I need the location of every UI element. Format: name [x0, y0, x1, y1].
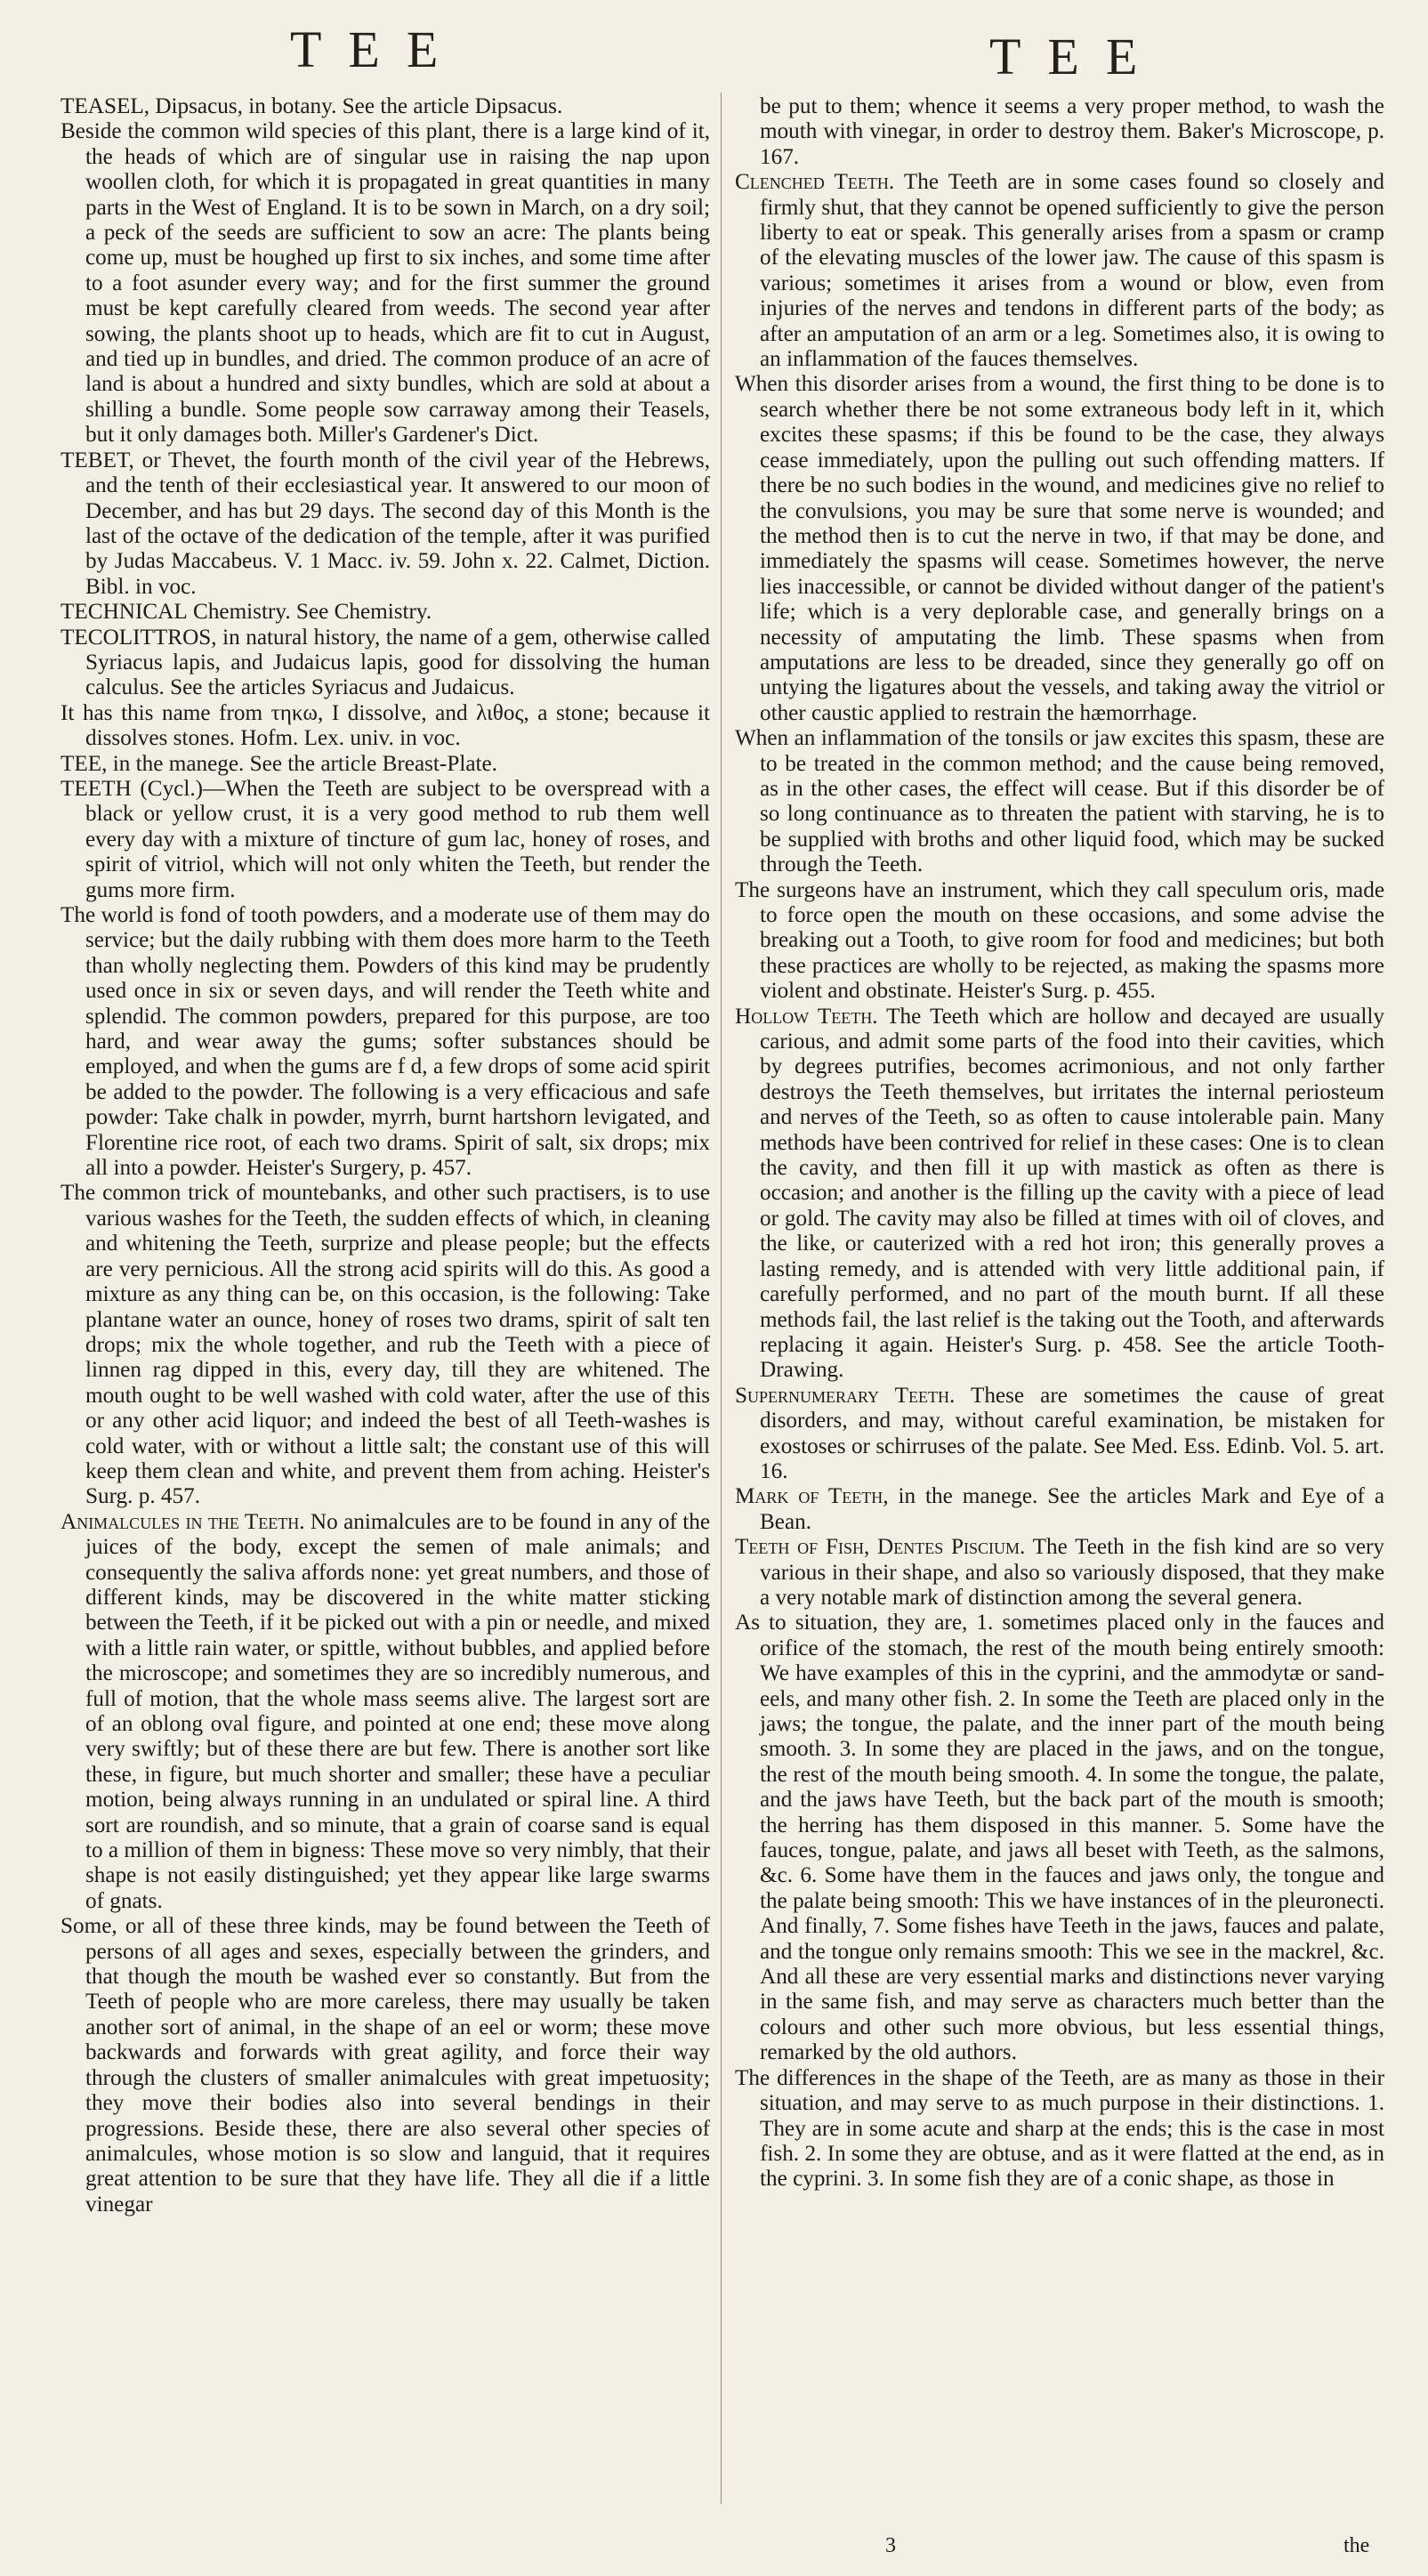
entry-headword: Teeth of Fish, Dentes Piscium.: [735, 1535, 1026, 1560]
dictionary-entry: [735, 1484, 1384, 1535]
entry-text: The Teeth in the fish kind are so very various in their shape, and also so variously disposed, that they make a very notable mark of distinction among the several genera.: [760, 1535, 1384, 1610]
entry-headword: Animalcules in the Teeth.: [61, 1509, 305, 1534]
paragraph: It has this name from τηκω, I dissolve, and λιθος, a stone; because it dissolves stones. Hofm. Lex. univ. in voc.: [61, 700, 710, 751]
dictionary-entry: [61, 448, 710, 600]
entry-text: Chemistry. See Chemistry.: [193, 600, 432, 625]
dictionary-entry: [61, 626, 710, 701]
entry-headword: TEE,: [61, 751, 108, 776]
entry-headword: TEBET,: [61, 448, 134, 472]
entry-text: or Thevet, the fourth month of the civil year of the Hebrews, and the tenth of their ecclesiastical year. It answered to our moon of December, and has but 29 days. The second day of this Month is the last of the octave of the dedication of the temple, after it was purified by Judas Maccabeus. V. 1 Macc. iv. 59. John x. 22. Calmet, Diction. Bibl. in voc.: [85, 448, 711, 599]
dictionary-entry: [61, 752, 710, 777]
left-column: [61, 94, 710, 2217]
right-column: [735, 94, 1384, 2192]
dictionary-entry: [61, 1510, 710, 1915]
entry-headword: TEASEL,: [61, 94, 150, 118]
column-rule: [721, 93, 722, 2504]
page-number: 3: [885, 2534, 896, 2557]
dictionary-entry: [61, 600, 710, 625]
entry-headword: TECOLITTROS,: [61, 625, 217, 650]
paragraph: As to situation, they are, 1. sometimes placed only in the fauces and orifice of the stomach, the rest of the mouth being entirely smooth: We have examples of this in the cyprini, and the ammodytæ or sand-eels, and many other fish. 2. In some the Teeth are placed only in the jaws; the tongue, the palate, and the inner part of the mouth being smooth. 3. In some they are placed in the jaws, and on the tongue, the rest of the mouth being smooth. 4. In some the tongue, the palate, and the jaws have Teeth, but the back part of the mouth is smooth; the herring has them disposed in this manner. 5. Some have the fauces, tongue, palate, and jaws all beset with Teeth, as the salmons, &c. 6. Some have them in the fauces and jaws only, the tongue and the palate being smooth: This we have instances of in the pleuronecti. And finally, 7. Some fishes have Teeth in the jaws, fauces and palate, and the tongue only remains smooth: This we see in the mackrel, &c. And all these are very essential marks and distinctions never varying in the same fish, and may serve as characters much better than the colours and other such more obvious, but less essential things, remarked by the old authors.: [735, 1611, 1384, 2065]
paragraph: Beside the common wild species of this plant, there is a large kind of it, the heads of which are of singular use in raising the nap upon woollen cloth, for which it is propagated in great quantities in many parts in the West of England. It is to be sown in March, on a dry soil; a peck of the seeds are sufficient to sow an acre: The plants being come up, must be houghed up first to six inches, and some time after to a foot asunder every way; and for the first summer the ground must be kept carefully cleared from weeds. The second year after sowing, the plants shoot up to heads, which are fit to cut in August, and tied up in bundles, and dried. The common produce of an acre of land is about a hundred and sixty bundles, which are sold at about a shilling a bundle. Some people sow carraway among their Teasels, but it only damages both. Miller's Gardener's Dict.: [61, 119, 710, 448]
entry-headword: Mark of Teeth,: [735, 1484, 889, 1509]
paragraph: Some, or all of these three kinds, may be found between the Teeth of persons of all ages and sexes, especially between the grinders, and that though the mouth be washed ever so constantly. But from the Teeth of people who are more careless, there may usually be taken another sort of animal, in the shape of an eel or worm; these move backwards and forwards with great agility, and force their way through the clusters of smaller animalcules with great impetuosity; they move their bodies also into several bendings in their progressions. Beside these, there are also several other species of animalcules, whose motion is so slow and languid, that it requires great attention to be sure that they have life. They all die if a little vinegar: [61, 1914, 710, 2217]
entry-text: in natural history, the name of a gem, otherwise called Syriacus lapis, and Judaicus lapis, good for dissolving the human calculus. See the articles Syriacus and Judaicus.: [85, 625, 711, 700]
dictionary-entry: [735, 1005, 1384, 1384]
paragraph: When this disorder arises from a wound, the first thing to be done is to search whether there be not some extraneous body left in it, which excites these spasms; if this be found to be the case, they always cease immediately, upon the pulling out such offending matters. If there be no such bodies in the wound, and medicines give no relief to the convulsions, you may be sure that some nerve is wounded; and the method then is to cut the nerve in two, if that may be done, and immediately the spasms will cease. Sometimes however, the nerve lies inaccessible, or cannot be divided without danger of the patient's life; which is a very deplorable case, and generally brings on a necessity of amputating the limb. These spasms when from amputations are less to be dreaded, since they generally go off on untying the ligatures about the vessels, and taking away the vitriol or other caustic applied to restrain the hæmorrhage.: [735, 372, 1384, 725]
dictionary-entry: [735, 170, 1384, 372]
entry-headword: TECHNICAL: [61, 600, 188, 625]
continued-paragraph: be put to them; whence it seems a very proper method, to wash the mouth with vinegar, in order to destroy them. Baker's Microscope, p. 167.: [760, 94, 1384, 169]
entry-headword: Clenched Teeth.: [735, 170, 895, 195]
paragraph: When an inflammation of the tonsils or jaw excites this spasm, these are to be treated in the common method; and the cause being removed, as in the other cases, the effect will cease. But if this disorder be of so long continuance as to threaten the patient with starving, he is to be supplied with broths and other liquid food, which may be sucked through the Teeth.: [735, 726, 1384, 877]
dictionary-entry: [61, 777, 710, 903]
entry-text: The Teeth which are hollow and decayed are usually carious, and admit some parts of the food into their cavities, which by degrees putrifies, becomes acrimonious, and not only farther destroys the Teeth themselves, but irritates the internal periosteum and nerves of the Teeth, so as often to cause intolerable pain. Many methods have been contrived for relief in these cases: One is to clean the cavity, and then fill it up with mastick as often as there is occasion; and another is the filling up the cavity with a piece of lead or gold. The cavity may also be filled at times with oil of cloves, and the like, or cauterized with a red hot iron; this generally proves a lasting remedy, and is attended with very little additional pain, if carefully performed, and no part of the mouth burnt. If all these methods fail, the last relief is the taking out the Tooth, and afterwards replacing it again. Heister's Surg. p. 458. See the article Tooth-Drawing.: [760, 1004, 1385, 1383]
catchword: the: [1343, 2534, 1370, 2557]
paragraph: The differences in the shape of the Teeth, are as many as those in their situation, and may serve to as much purpose in their distinctions. 1. They are in some acute and sharp at the ends; this is the case in most fish. 2. In some they are obtuse, and as it were flatted at the end, as in the cyprini. 3. In some fish they are of a conic shape, as those in: [735, 2065, 1384, 2192]
entry-headword: Supernumerary Teeth.: [735, 1383, 956, 1408]
dictionary-entry: [735, 1384, 1384, 1485]
entry-text: Dipsacus, in botany. See the article Dipsacus.: [155, 94, 563, 118]
paragraph: The common trick of mountebanks, and other such practisers, is to use various washes for the Teeth, the sudden effects of which, in cleaning and whitening the Teeth, surprize and please people; but the effects are very pernicious. All the strong acid spirits will do this. As good a mixture as any thing can be, on this occasion, is the following: Take plantane water an ounce, honey of roses two drams, spirit of salt ten drops; mix the whole together, and rub the Teeth with a piece of linnen rag dipped in this, every day, till they are whitened. The mouth ought to be well washed with cold water, after the use of this or any other acid liquor; and indeed the best of all Teeth-washes is cold water, with or without a little salt; the constant use of this will keep them clean and white, and prevent them from aching. Heister's Surg. p. 457.: [61, 1181, 710, 1509]
dictionary-entry: [61, 94, 710, 119]
dictionary-entry: [735, 1535, 1384, 1611]
entry-headword: TEETH: [61, 776, 132, 801]
paragraph: The world is fond of tooth powders, and a moderate use of them may do service; but the daily rubbing with them does more harm to the Teeth than wholly neglecting them. Powders of this kind may be prudently used once in six or seven days, and will render the Teeth white and splendid. The common powders, prepared for this purpose, are too hard, and wear away the gums; softer substances should be employed, and when the gums are f d, a few drops of some acid spirit be added to the powder. The following is a very efficacious and safe powder: Take chalk in powder, myrrh, burnt hartshorn levigated, and Florentine rice root, of each two drams. Spirit of salt, six drops; mix all into a powder. Heister's Surgery, p. 457.: [61, 903, 710, 1181]
entry-text: in the manege. See the article Breast-Plate.: [112, 751, 497, 776]
running-head-left: TEE: [290, 20, 465, 78]
running-head-right: TEE: [989, 28, 1165, 85]
entry-headword: Hollow Teeth.: [735, 1004, 878, 1029]
entry-text: No animalcules are to be found in any of the juices of the body, except the semen of male animals; and consequently the saliva affords none: yet great numbers, and those of different kinds, may be discovered in the white matter sticking between the Teeth, if it be picked out with a pin or needle, and mixed with a little rain water, or spittle, without bubbles, and applied before the microscope; and sometimes they are so incredibly numerous, and full of motion, that the whole mass seems alive. The largest sort are of an oblong oval figure, and pointed at one end; these move along very swiftly; but of these there are but few. There is another sort like these, in figure, but much shorter and smaller; these have a peculiar motion, being always running in an undulated or spiral line. A third sort are roundish, and so minute, that a grain of coarse sand is equal to a million of them in bigness: These move so very nimbly, that their shape is not easily distinguished; yet they appear like large swarms of gnats.: [85, 1509, 711, 1913]
entry-text: (Cycl.)—When the Teeth are subject to be overspread with a black or yellow crust, it is a very good method to rub them well every day with a mixture of tincture of gum lac, honey of roses, and spirit of vitriol, which will not only whiten the Teeth, but render the gums more firm.: [85, 776, 710, 902]
entry-text: in the manege. See the articles Mark and Eye of a Bean.: [760, 1484, 1384, 1534]
entry-text: These are sometimes the cause of great disorders, and may, without careful examination, be mistaken for exostoses or schirruses of the palate. See Med. Ess. Edinb. Vol. 5. art. 16.: [760, 1383, 1385, 1483]
entry-text: The Teeth are in some cases found so closely and firmly shut, that they cannot be opened sufficiently to give the person liberty to eat or speak. This generally arises from a spasm or cramp of the elevating muscles of the lower jaw. The cause of this spasm is various; sometimes it arises from a wound or blow, even from injuries of the nerves and tendons in different parts of the body; as after an amputation of an arm or a leg. Sometimes also, it is owing to an inflammation of the fauces themselves.: [760, 170, 1385, 372]
paragraph: The surgeons have an instrument, which they call speculum oris, made to force open the mouth on these occasions, and some advise the breaking out a Tooth, to give room for food and medicines; but both these practices are wholly to be rejected, as making the spasms more violent and obstinate. Heister's Surg. p. 455.: [735, 877, 1384, 1004]
